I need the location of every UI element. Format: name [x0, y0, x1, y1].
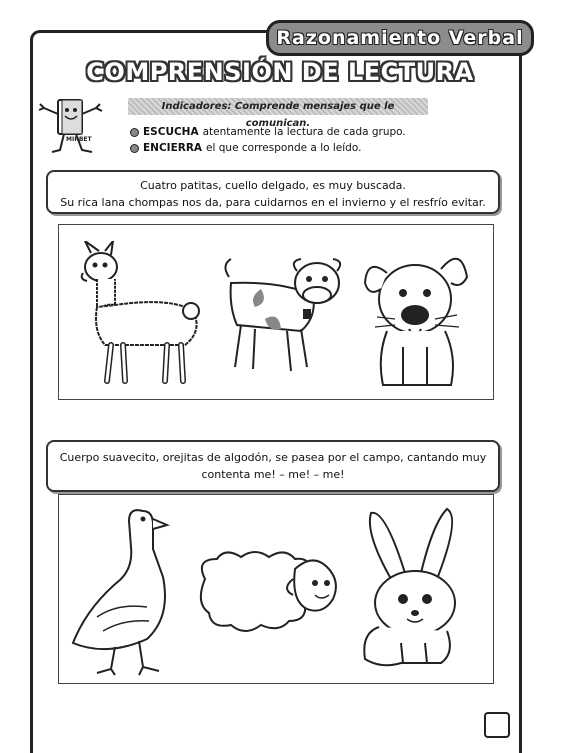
riddle-line: contenta me! – me! – me! [201, 468, 345, 481]
bullet-icon [130, 128, 139, 137]
riddle-line: Cuerpo suavecito, orejitas de algodón, se pasea por el campo, cantando muy [59, 451, 487, 464]
sheep-icon[interactable] [195, 549, 341, 649]
section-tab-label: Razonamiento Verbal [276, 27, 524, 49]
corner-cube-icon [484, 712, 510, 738]
rabbit-icon[interactable] [351, 503, 471, 675]
animal-panel-2 [58, 494, 494, 684]
page-title: COMPRENSIÓN DE LECTURA [86, 58, 474, 86]
instruction-listen [130, 126, 406, 139]
riddle-line: Cuatro patitas, cuello delgado, es muy buscada. [140, 179, 406, 192]
dog-icon[interactable] [357, 239, 477, 391]
cow-icon[interactable] [221, 247, 351, 387]
goose-icon[interactable] [67, 507, 183, 677]
animal-panel-1 [58, 224, 494, 400]
riddle-box-1 [46, 170, 500, 214]
bullet-icon [130, 144, 139, 153]
indicator-bar: Indicadores: Comprende mensajes que le comunican. [128, 98, 428, 115]
section-tab [266, 20, 534, 56]
mascot-label: MIRBET [66, 136, 92, 143]
instruction-keyword: ESCUCHA [143, 126, 199, 138]
instruction-keyword: ENCIERRA [143, 142, 203, 154]
instruction-text: atentamente la lectura de cada grupo. [202, 126, 406, 138]
llama-icon[interactable] [75, 241, 203, 391]
book-mascot-icon [36, 94, 106, 158]
riddle-box-2 [46, 440, 500, 492]
instruction-text: el que corresponde a lo leído. [206, 142, 362, 154]
instruction-circle [130, 142, 361, 155]
riddle-line: Su rica lana chompas nos da, para cuidarnos en el invierno y el resfrío evitar. [60, 196, 486, 209]
